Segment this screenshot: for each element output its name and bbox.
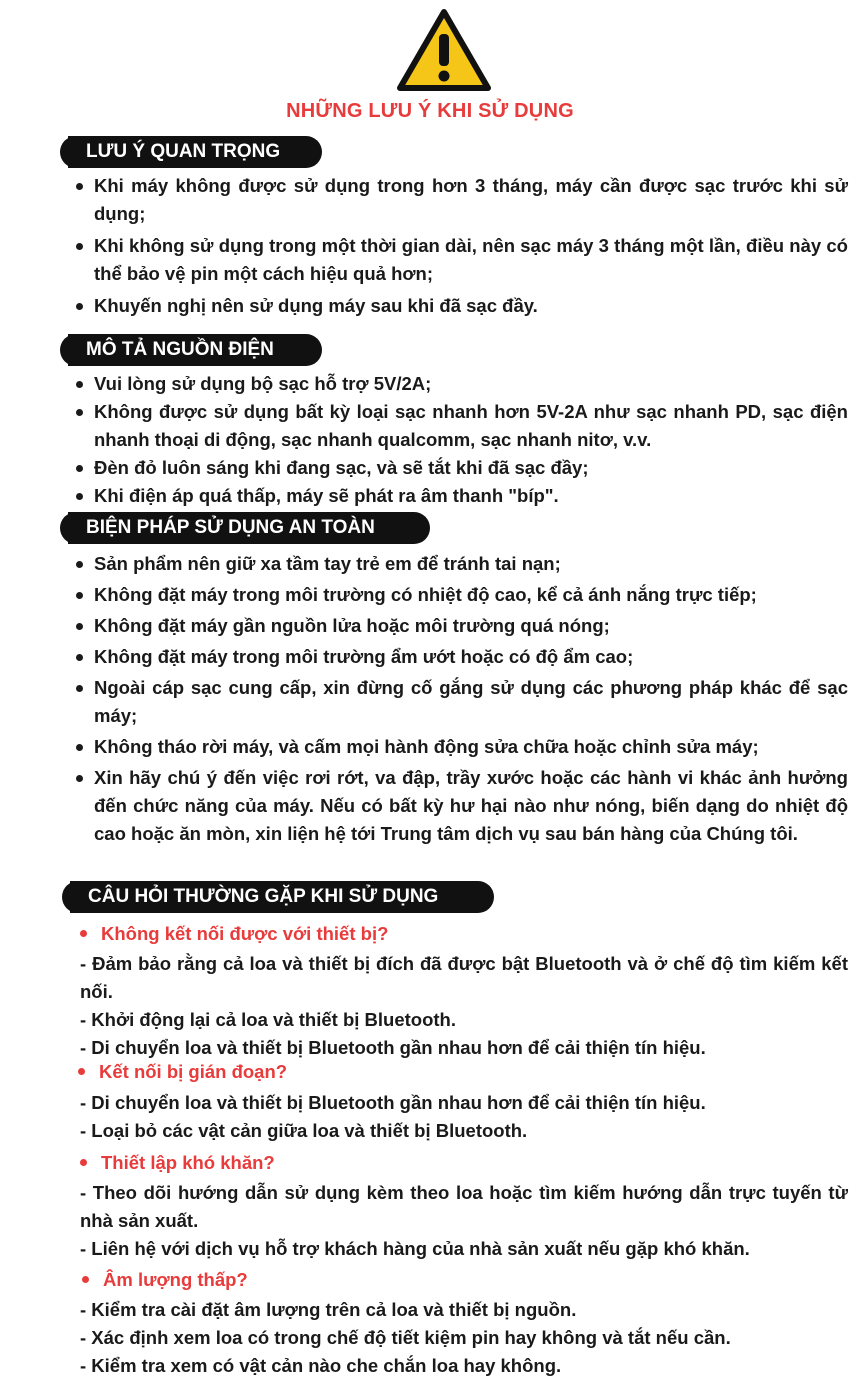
faq-answer	[80, 1179, 848, 1263]
bullet-icon	[80, 1159, 87, 1166]
answer-line: - Đảm bảo rằng cả loa và thiết bị đích đã được bật Bluetooth và ở chế độ tìm kiếm kết nối.	[80, 953, 848, 1002]
list-item: Không đặt máy trong môi trường ẩm ướt hoặc có độ ẩm cao;	[76, 643, 848, 671]
list-item: Xin hãy chú ý đến việc rơi rớt, va đập, trầy xước hoặc các hành vi khác ảnh hưởng đến chức năng của máy. Nếu có bất kỳ hư hại nào như nóng, biến dạng do nhiệt độ cao hoặc ăn mòn, xin liện hệ tới Trung tâm dịch vụ sau bán hàng của Chúng tôi.	[76, 764, 848, 848]
faq-answer	[80, 1089, 848, 1145]
page-title: NHỮNG LƯU Ý KHI SỬ DỤNG	[286, 100, 574, 122]
faq-question: Âm lượng thấp?	[82, 1266, 248, 1294]
answer-line: - Loại bỏ các vật cản giữa loa và thiết bị Bluetooth.	[80, 1120, 528, 1141]
section-heading-power-description: MÔ TẢ NGUỒN ĐIỆN	[68, 334, 322, 366]
list-item: Không đặt máy gần nguồn lửa hoặc môi trường quá nóng;	[76, 612, 848, 640]
answer-line: - Kiểm tra cài đặt âm lượng trên cả loa và thiết bị nguồn.	[80, 1299, 577, 1320]
list-item: Đèn đỏ luôn sáng khi đang sạc, và sẽ tắt khi đã sạc đầy;	[76, 454, 848, 482]
list-item: Sản phẩm nên giữ xa tầm tay trẻ em để tránh tai nạn;	[76, 550, 848, 578]
faq-question: Kết nối bị gián đoạn?	[78, 1058, 287, 1086]
section-heading-faq: CÂU HỎI THƯỜNG GẶP KHI SỬ DỤNG	[70, 881, 494, 913]
section-heading-important-notes: LƯU Ý QUAN TRỌNG	[68, 136, 322, 168]
answer-line: - Di chuyển loa và thiết bị Bluetooth gần nhau hơn để cải thiện tín hiệu.	[80, 1037, 706, 1058]
bullet-icon	[80, 930, 87, 937]
list-item: Khi máy không được sử dụng trong hơn 3 tháng, máy cần được sạc trước khi sử dụng;	[76, 172, 848, 228]
section-heading-safety-measures: BIỆN PHÁP SỬ DỤNG AN TOÀN	[68, 512, 430, 544]
warning-triangle-icon	[396, 8, 492, 94]
list-item: Khi điện áp quá thấp, máy sẽ phát ra âm thanh "bíp".	[76, 482, 848, 510]
faq-question: Thiết lập khó khăn?	[80, 1149, 275, 1177]
answer-line: - Kiểm tra xem có vật cản nào che chắn loa hay không.	[80, 1355, 562, 1376]
list-item: Không tháo rời máy, và cấm mọi hành động sửa chữa hoặc chỉnh sửa máy;	[76, 733, 848, 761]
list-item: Khuyến nghị nên sử dụng máy sau khi đã sạc đầy.	[76, 292, 848, 320]
bullet-icon	[78, 1068, 85, 1075]
list-item: Ngoài cáp sạc cung cấp, xin đừng cố gắng sử dụng các phương pháp khác để sạc máy;	[76, 674, 848, 730]
answer-line: - Theo dõi hướng dẫn sử dụng kèm theo loa hoặc tìm kiếm hướng dẫn trực tuyến từ nhà sản xuất.	[80, 1182, 848, 1231]
safety-measures-list	[76, 550, 848, 848]
answer-line: - Khởi động lại cả loa và thiết bị Bluetooth.	[80, 1009, 456, 1030]
faq-answer	[80, 950, 848, 1062]
list-item: Khi không sử dụng trong một thời gian dài, nên sạc máy 3 tháng một lần, điều này có thể bảo vệ pin một cách hiệu quả hơn;	[76, 232, 848, 288]
power-description-list	[76, 370, 848, 510]
list-item: Không đặt máy trong môi trường có nhiệt độ cao, kể cả ánh nắng trực tiếp;	[76, 581, 848, 609]
answer-line: - Di chuyển loa và thiết bị Bluetooth gần nhau hơn để cải thiện tín hiệu.	[80, 1092, 706, 1113]
answer-line: - Xác định xem loa có trong chế độ tiết kiệm pin hay không và tắt nếu cần.	[80, 1327, 731, 1348]
list-item: Vui lòng sử dụng bộ sạc hỗ trợ 5V/2A;	[76, 370, 848, 398]
answer-line: - Liên hệ với dịch vụ hỗ trợ khách hàng của nhà sản xuất nếu gặp khó khăn.	[80, 1238, 750, 1259]
important-notes-list	[76, 172, 848, 320]
list-item: Không được sử dụng bất kỳ loại sạc nhanh hơn 5V-2A như sạc nhanh PD, sạc điện nhanh thoại di động, sạc nhanh qualcomm, sạc nhanh nitơ, v.v.	[76, 398, 848, 454]
bullet-icon	[82, 1276, 89, 1283]
faq-answer	[80, 1296, 848, 1380]
faq-question: Không kết nối được với thiết bị?	[80, 920, 388, 948]
